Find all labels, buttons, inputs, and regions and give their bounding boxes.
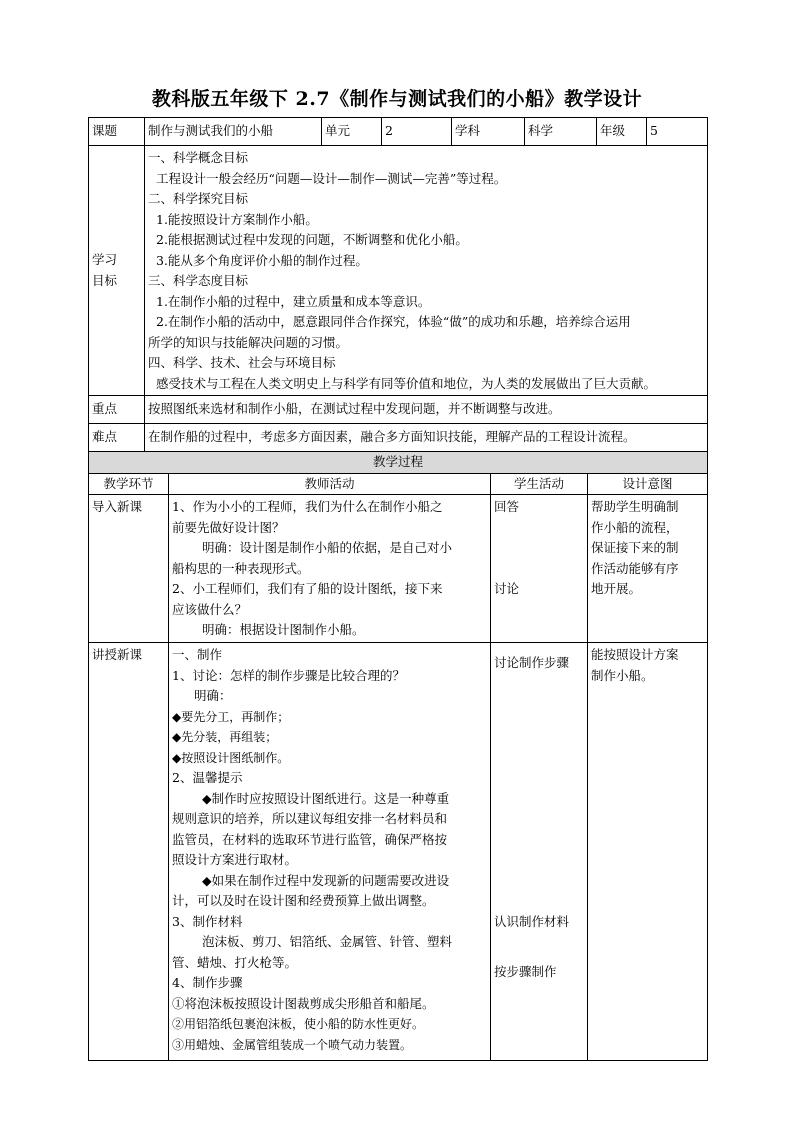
objective-text: 工程设计一般会经历“问题—设计—制作—测试—完善”等过程。 [156, 170, 507, 186]
objective-text: 2.能根据测试过程中发现的问题，不断调整和优化小船。 [156, 232, 468, 247]
grade-value: 5 [647, 118, 708, 146]
process-header: 教学过程 [89, 452, 708, 474]
col-intent: 设计意图 [588, 473, 708, 495]
new-lesson-intent: 能按照设计方案 制作小船。 [588, 643, 708, 1061]
subject-value: 科学 [525, 118, 597, 146]
subject-label: 学科 [452, 118, 525, 146]
page-title: 教科版五年级下 2.7《制作与测试我们的小船》教学设计 [151, 88, 643, 110]
objectives-label: 学习 目标 [89, 146, 145, 396]
course-label: 课题 [89, 118, 145, 146]
intro-student: 回答 讨论 [491, 495, 588, 643]
objective-heading-2: 二、科学探究目标 [148, 191, 249, 206]
col-stage: 教学环节 [89, 473, 169, 495]
objective-text: 2.在制作小船的活动中，愿意跟同伴合作探究，体验“做”的成功和乐趣，培养综合运用 [156, 314, 631, 329]
objective-text: 3.能从多个角度评价小船的制作过程。 [156, 252, 368, 268]
difficulty-row [89, 424, 708, 452]
objectives-row [89, 146, 708, 396]
process-header-row [89, 452, 708, 474]
key-point-row [89, 396, 708, 424]
objective-heading-3: 三、科学态度目标 [148, 273, 249, 288]
objectives-content [145, 146, 708, 396]
info-row [89, 118, 708, 146]
new-lesson-row [89, 643, 708, 1061]
key-point-text: 按照图纸来选材和制作小船，在测试过程中发现问题，并不断调整与改进。 [145, 396, 708, 424]
new-lesson-stage: 讲授新课 [89, 643, 169, 1061]
difficulty-label: 难点 [89, 424, 145, 452]
intro-intent: 帮助学生明确制 作小船的流程， 保证接下来的制 作活动能够有序 地开展。 [588, 495, 708, 643]
grade-label: 年级 [597, 118, 647, 146]
lesson-info-table [88, 117, 708, 452]
unit-value: 2 [382, 118, 452, 146]
unit-label: 单元 [322, 118, 382, 146]
objective-text: 感受技术与工程在人类文明史上与科学有同等价值和地位，为人类的发展做出了巨大贡献。 [156, 375, 657, 391]
teaching-process-table [88, 451, 708, 1061]
intro-teacher: 1、作为小小的工程师，我们为什么在制作小船之 前要先做好设计图？ 明确：设计图是制作小船的依据，是自己对小 船构思的一种表现形式。 2、小工程师们，我们有了船的设计图纸，接下来 应该做什么？ 明确：根据设计图制作小船。 [169, 495, 491, 643]
new-lesson-student: 讨论制作步骤 认识制作材料 按步骤制作 [491, 643, 588, 1061]
objective-text: 1.能按照设计方案制作小船。 [156, 211, 318, 227]
key-point-label: 重点 [89, 396, 145, 424]
objective-heading-4: 四、科学、技术、社会与环境目标 [148, 355, 336, 370]
objective-text: 1.在制作小船的过程中，建立质量和成本等意识。 [156, 293, 431, 309]
course-value: 制作与测试我们的小船 [145, 118, 322, 146]
intro-stage: 导入新课 [89, 495, 169, 643]
column-header-row [89, 473, 708, 495]
col-student: 学生活动 [491, 473, 588, 495]
objective-heading-1: 一、科学概念目标 [148, 150, 249, 165]
objective-text: 所学的知识与技能解决问题的习惯。 [148, 334, 349, 350]
difficulty-text: 在制作船的过程中，考虑多方面因素，融合多方面知识技能，理解产品的工程设计流程。 [145, 424, 708, 452]
new-lesson-teacher: 一、制作 1、讨论：怎样的制作步骤是比较合理的？ 明确： ◆要先分工，再制作； ◆先分装，再组装； ◆按照设计图纸制作。 2、温馨提示 ◆制作时应按照设计图纸进行。这是一种尊重 规则意识的培养，所以建议每组安排一名材料员和 监管员，在材料的选取环节进行监管，确保严格按 照设计方案进行取材。 ◆如果在制作过程中发现新的问题需要改进设 计，可以及时在设计图和经费预算上做出调整。 3、制作材料 泡沫板、剪刀、铝箔纸、金属管、针管、塑料 管、蜡烛、打火枪等。 4、制作步骤 ①将泡沫板按照设计图裁剪成尖形船首和船尾。 ②用铝箔纸包裹泡沫板，使小船的防水性更好。 ③用蜡烛、金属管组装成一个喷气动力装置。 [169, 643, 491, 1061]
intro-row [89, 495, 708, 643]
col-teacher: 教师活动 [169, 473, 491, 495]
